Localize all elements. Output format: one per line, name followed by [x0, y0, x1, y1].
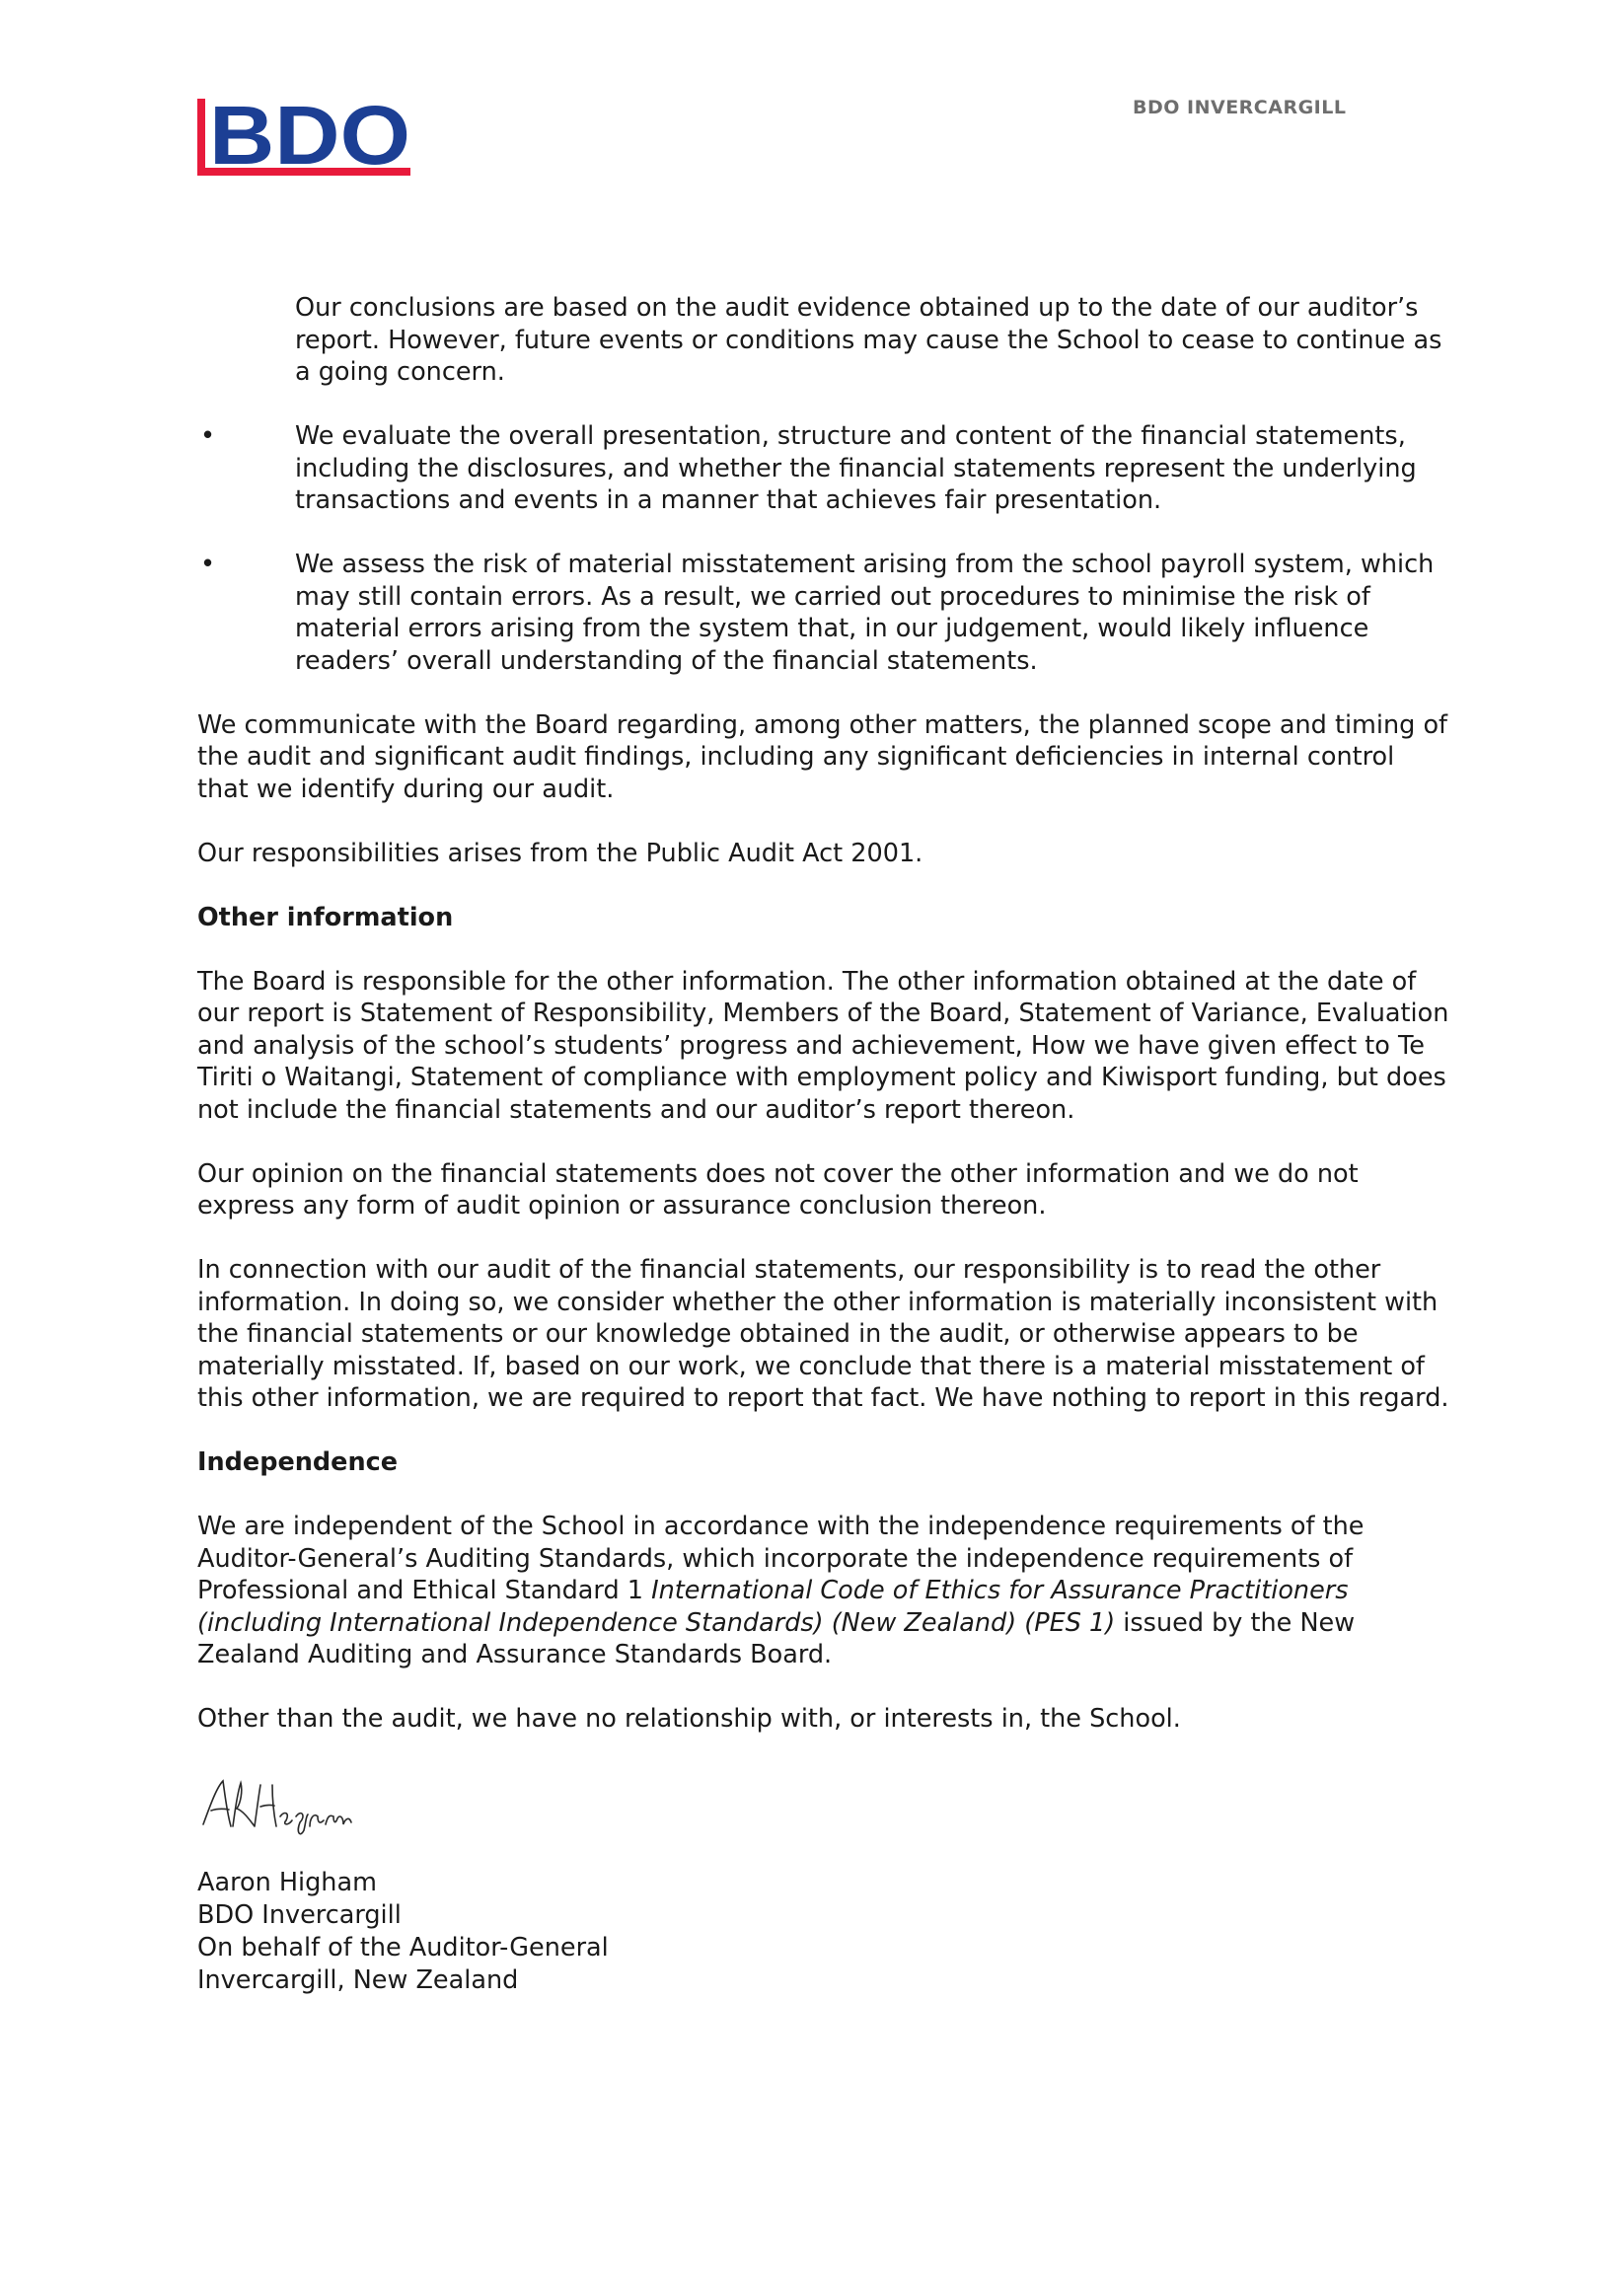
independence-heading: Independence [197, 1447, 399, 1477]
independence-paragraph-2: Other than the audit, we have no relationship with, or interests in, the School. [197, 1704, 1181, 1734]
independence-paragraph-1 [197, 1511, 1450, 1671]
signatory-name: Aaron Higham [197, 1867, 377, 1897]
bullet-text: We evaluate the overall presentation, structure and content of the financial statements, including the disclosures, and whether the financial statements represent the underlying transactions and events in a manner that achieves fair presentation. [295, 421, 1417, 515]
signatory-firm: BDO Invercargill [197, 1899, 402, 1930]
other-information-paragraph-1: The Board is responsible for the other information. The other information obtained at the date of our report is Statement of Responsibility, Members of the Board, Statement of Variance, Evaluation and analysis of the school’s students’ progress and achievement, How we have given effect to Te Tiriti o Waitangi, Statement of compliance with employment policy and Kiwisport funding, but does not include the financial statements and our auditor’s report thereon. [197, 966, 1449, 1125]
logo-text: BDO [209, 95, 410, 182]
header-firm-name: BDO INVERCARGILL [1133, 97, 1347, 118]
bullet-item [197, 420, 1450, 517]
pes1-standard-title: International Code of Ethics for Assurance Practitioners (including International Independence Standards) (New Zealand) (PES 1) [197, 1576, 1349, 1638]
bullet-dot: • [200, 550, 216, 579]
independence-text-b: issued by the New Zealand Auditing and Assurance Standards Board. [197, 1607, 1356, 1669]
signature-block [197, 1867, 1450, 1997]
letter-body [197, 292, 1450, 1997]
independence-text-a: We are independent of the School in accordance with the independence requirements of the Auditor-General’s Auditing Standards, which incorporate the independence requirements of Professional and Ethical Standard 1 [197, 1512, 1365, 1605]
bdo-logo [195, 95, 414, 182]
bullet-dot: • [200, 421, 216, 451]
bullet-text: We assess the risk of material misstatement arising from the school payroll system, which may still contain errors. As a result, we carried out procedures to minimise the risk of material errors arising from the system that, in our judgement, would likely influence readers’ overall understanding of the financial statements. [295, 550, 1435, 676]
signature-image [197, 1773, 355, 1842]
other-information-paragraph-3: In connection with our audit of the financial statements, our responsibility is to read the other information. In doing so, we consider whether the other information is materially inconsistent with the financial statements or our knowledge obtained in the audit, or otherwise appears to be materially misstated. If, based on our work, we conclude that there is a material misstatement of this other information, we are required to report that fact. We have nothing to report in this regard. [197, 1255, 1449, 1413]
bullet-item [197, 549, 1450, 677]
responsibilities-paragraph: Our responsibilities arises from the Public Audit Act 2001. [197, 838, 923, 868]
communicate-paragraph: We communicate with the Board regarding, among other matters, the planned scope and timing of the audit and significant audit findings, including any significant deficiencies in internal control that we identify during our audit. [197, 709, 1448, 804]
other-information-heading: Other information [197, 902, 454, 932]
other-information-paragraph-2: Our opinion on the financial statements does not cover the other information and we do not express any form of audit opinion or assurance conclusion thereon. [197, 1158, 1359, 1221]
signatory-location: Invercargill, New Zealand [197, 1964, 519, 1995]
signatory-capacity: On behalf of the Auditor-General [197, 1932, 609, 1963]
continuation-paragraph: Our conclusions are based on the audit evidence obtained up to the date of our auditor’s report. However, future events or conditions may cause the School to cease to continue as a going concern. [295, 293, 1442, 387]
